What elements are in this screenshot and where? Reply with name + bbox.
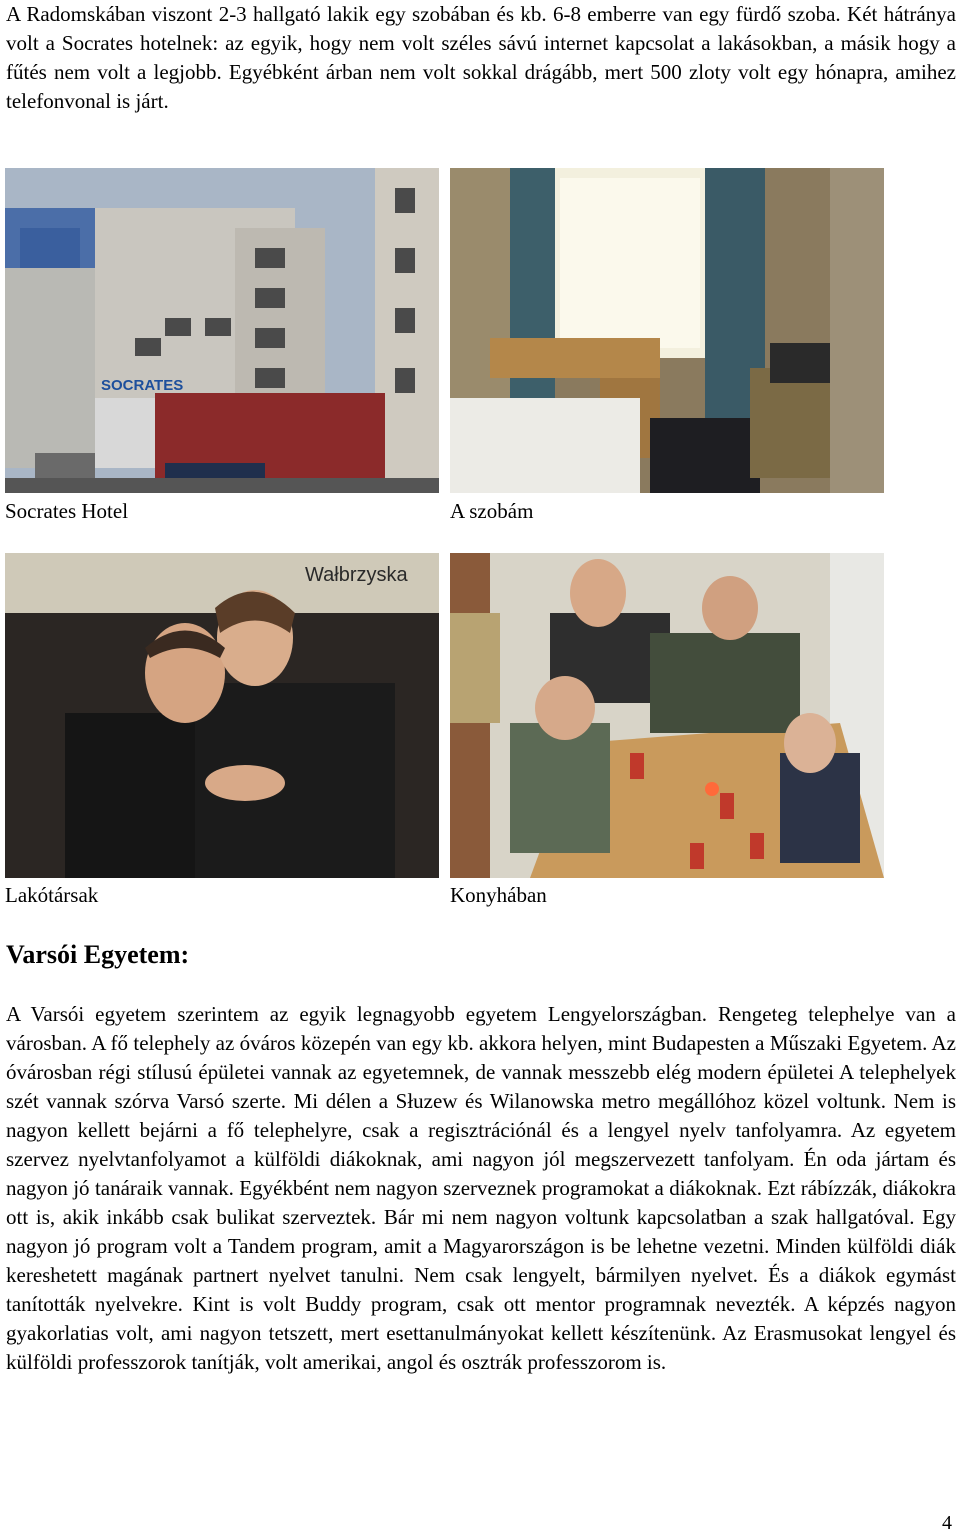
kitchen-image	[450, 553, 884, 878]
page-number: 4	[942, 1512, 952, 1534]
photo-room	[450, 168, 884, 493]
section-heading: Varsói Egyetem:	[6, 940, 190, 969]
section-body: A Varsói egyetem szerintem az egyik legnagyobb egyetem Lengyelországban. Rengeteg telephelye van a városban. A fő telephely az óváros közepén van egy kb. akkora helyen, mint Budapesten a Műszaki Egyetem. Az óvárosban régi stílusú épületei vannak az egyetemnek, de vannak messzebb elég modern épületei A telephelyek szét vannak szórva Varsó szerte. Mi délen a Słuzew és Wilanowska metro megállóhoz közel voltunk. Nem is nagyon kellett bejárni a fő telephelyre, csak a regisztrációnál és a lengyel nyelv tanfolyamra. Az egyetem szervez nyelvtanfolyamot a külföldi diákoknak, ami nagyon jól megszervezett tanfolyam. Én oda jártam és nagyon jó tanáraik vannak. Egyékbént nem nagyon szerveznek programokat a diákoknak. Ezt rábízzák, diákokra ott is, akik inkább csak bulikat szerveztek. Bár mi nem nagyon voltunk kapcsolatban a szak hallgatóval. Egy nagyon jó program volt a Tandem program, amit a Magyarországon is be lehetne vezetni. Minden külföldi diák kereshetett magának partnert nyelvet tanulni. Nem csak lengyelt, bármilyen nyelvet. És a diákok egymást tanították nyelvekre. Kint is volt Buddy program, csak ott mentor programnak nevezték. A képzés nagyon gyakorlatias volt, ami nagyon tetszett, mert esettanulmányokat kellett készítenünk. Az Erasmusokat lengyel és külföldi professzorok tanítják, volt amerikai, angol és osztrák professzorom is.	[6, 1002, 956, 1374]
room-image	[450, 168, 884, 493]
roommates-image	[5, 553, 439, 878]
hotel-building-image	[5, 168, 439, 493]
caption-kitchen: Konyhában	[450, 883, 547, 907]
caption-room: A szobám	[450, 499, 534, 523]
photo-kitchen	[450, 553, 884, 878]
photo-roommates	[5, 553, 439, 878]
caption-socrates-hotel: Socrates Hotel	[5, 499, 129, 523]
station-sign-text: Wałbrzyska	[305, 564, 408, 586]
hotel-sign-text: SOCRATES	[101, 377, 184, 394]
photo-socrates-hotel	[5, 168, 439, 493]
intro-paragraph: A Radomskában viszont 2-3 hallgató lakik egy szobában és kb. 6-8 emberre van egy fürdő szoba. Két hátránya volt a Socrates hotelnek: az egyik, hogy nem volt széles sávú internet kapcsolat a lakásokban, a másik hogy a fűtés nem volt a legjobb. Egyébként árban nem volt sokkal drágább, mert 500 zloty volt egy hónapra, amihez telefonvonal is járt.	[6, 2, 956, 113]
caption-roommates: Lakótársak	[5, 883, 99, 907]
